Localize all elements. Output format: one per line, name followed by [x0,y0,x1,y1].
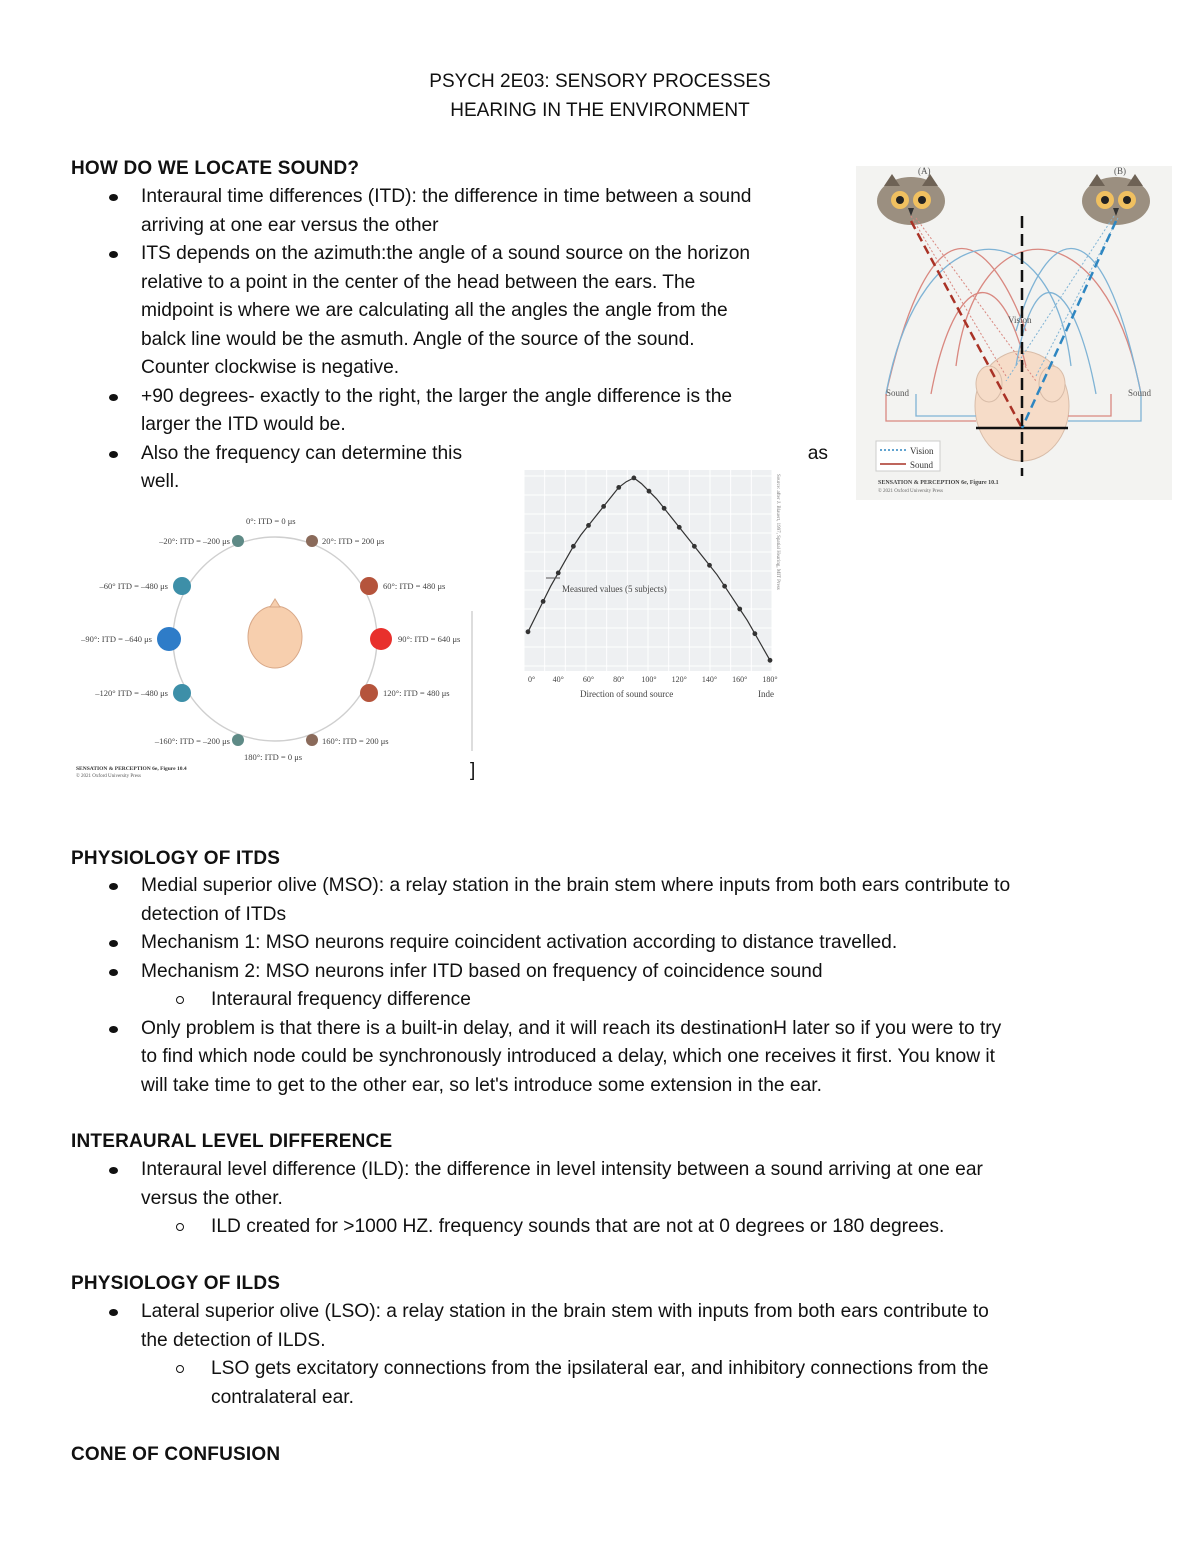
data-point [737,607,742,612]
data-point [647,489,652,494]
list-item: Medial superior olive (MSO): a relay station in the brain stem where inputs from both ears contribute to detection of ITDs [0,872,1010,929]
list-item: +90 degrees- exactly to the right, the larger the angle difference is the larger the ITD would be. [0,383,828,440]
list-item: Only problem is that there is a built-in delay, and it will reach its destinationH later so if you were to try to find which node could be synchronously introduced a delay, which one receives it first. You know it will take time to get to the other ear, so let's introduce some extension in the ear. [0,1015,1010,1101]
trailing-word: as [807,442,828,464]
data-point [722,584,727,589]
stray-bracket: ] [470,760,476,781]
data-point [631,476,636,481]
itd-label: 120°: ITD = 480 μs [383,688,450,698]
data-point [692,544,697,549]
list-item: ITS depends on the azimuth:the angle of a sound source on the horizon relative to a point in the center of the head between the ears. The midpoint is where we are calculating all the angles the angle from the balck line would be the asmuth. Angle of the source of the sound. Counter clockwise is negative. [0,240,828,383]
owl-localization-figure [856,166,1172,500]
itd-label: 0°: ITD = 0 μs [246,516,296,526]
section-title-physiology-itds: PHYSIOLOGY OF ITDS [71,848,281,869]
data-point [526,629,531,634]
data-point [768,658,773,663]
data-point [556,571,561,576]
data-point [616,485,621,490]
vision-label: Vision [1008,315,1032,325]
itd-point [173,577,191,595]
chart-source-note: Source: after J. Blauert, 1997, Spatial Hearing, MIT Press [775,474,780,590]
itd-label: 180°: ITD = 0 μs [244,752,303,762]
x-tick-label: 180° [762,675,778,684]
x-tick-label: 160° [732,675,748,684]
data-point [707,563,712,568]
itd-label: 20°: ITD = 200 μs [322,536,385,546]
x-tick-label: 100° [641,675,657,684]
itd-point [232,535,244,547]
list-item: Mechanism 1: MSO neurons require coincident activation according to distance travelled. [0,929,1010,958]
chart-x-axis-label: Direction of sound source [580,689,674,699]
itd-label: –160°: ITD = –200 μs [154,736,230,746]
data-point [571,544,576,549]
x-tick-label: 120° [671,675,687,684]
legend-vision: Vision [910,446,934,456]
list-item: Mechanism 2: MSO neurons infer ITD based on frequency of coincidence sound [0,958,1010,987]
x-tick-label: 0° [528,675,536,684]
sound-label-right: Sound [1128,388,1152,398]
section-title-ild: INTERAURAL LEVEL DIFFERENCE [71,1131,393,1152]
list-item: ILD created for >1000 HZ. frequency sounds that are not at 0 degrees or 180 degrees. [0,1213,983,1242]
itd-label: 60°: ITD = 480 μs [383,581,446,591]
section-title-physiology-ilds: PHYSIOLOGY OF ILDS [71,1273,281,1294]
list-item: Interaural frequency difference [0,986,1010,1015]
document-course-title: PSYCH 2E03: SENSORY PROCESSES [429,71,771,92]
owl-a-icon [877,174,945,225]
itd-point [360,577,378,595]
list-item: Interaural time differences (ITD): the difference in time between a sound arriving at one ear versus the other [0,183,828,240]
itd-point [232,734,244,746]
itd-point [306,734,318,746]
x-tick-label: 40° [552,675,564,684]
data-point [662,506,667,511]
legend-sound: Sound [910,460,934,470]
chart-right-label: Inde [758,689,774,699]
ild-list [0,1156,983,1242]
itd-circle-figure [72,506,474,790]
data-point [541,599,546,604]
locate-sound-list [0,183,828,497]
owl-label-a: (A) [918,166,931,176]
figure-credit: SENSATION & PERCEPTION 6e, Figure 10.1 [878,480,999,486]
figure-credit: SENSATION & PERCEPTION 6e, Figure 10.4 [76,766,187,772]
itd-label: –120° ITD = –480 μs [95,688,168,698]
itd-label: 160°: ITD = 200 μs [322,736,389,746]
x-tick-label: 140° [701,675,718,684]
chart-x-ticks [528,675,778,684]
section-title-cone-of-confusion: CONE OF CONFUSION [71,1444,281,1465]
data-point [752,631,757,636]
x-tick-label: 60° [582,675,595,684]
physiology-itds-list [0,872,1010,1100]
itd-azimuth-chart [524,462,782,704]
itd-label: –60° ITD = –480 μs [99,581,168,591]
list-item: Lateral superior olive (LSO): a relay station in the brain stem with inputs from both ears contribute to the detection of ILDS. [0,1298,989,1355]
physiology-ilds-list [0,1298,989,1412]
chart-legend: Measured values (5 subjects) [562,584,667,594]
itd-label: –20°: ITD = –200 μs [159,536,230,546]
itd-point [173,684,191,702]
itd-point [306,535,318,547]
head-top-icon [248,599,302,668]
figure-copyright: © 2021 Oxford University Press [878,489,943,494]
itd-point [370,628,392,650]
data-point [601,504,606,509]
document-topic-title: HEARING IN THE ENVIRONMENT [450,100,750,121]
list-item: Interaural level difference (ILD): the difference in level intensity between a sound arriving at one ear versus the other. [0,1156,983,1213]
figure-copyright: © 2021 Oxford University Press [76,774,141,779]
sound-label-left: Sound [886,388,910,398]
list-item: Also the frequency can determine this as well. [0,440,828,497]
owl-label-b: (B) [1114,166,1126,176]
itd-label: –90°: ITD = –640 μs [81,634,152,644]
itd-label: 90°: ITD = 640 μs [398,634,461,644]
itd-point [157,627,181,651]
x-tick-label: 80° [613,675,625,684]
itd-point [360,684,378,702]
data-point [586,523,591,528]
section-title-locate-sound: HOW DO WE LOCATE SOUND? [71,158,360,179]
data-point [677,525,682,530]
list-item: LSO gets excitatory connections from the ipsilateral ear, and inhibitory connections from the contralateral ear. [0,1355,989,1412]
owl-b-icon [1082,174,1150,225]
